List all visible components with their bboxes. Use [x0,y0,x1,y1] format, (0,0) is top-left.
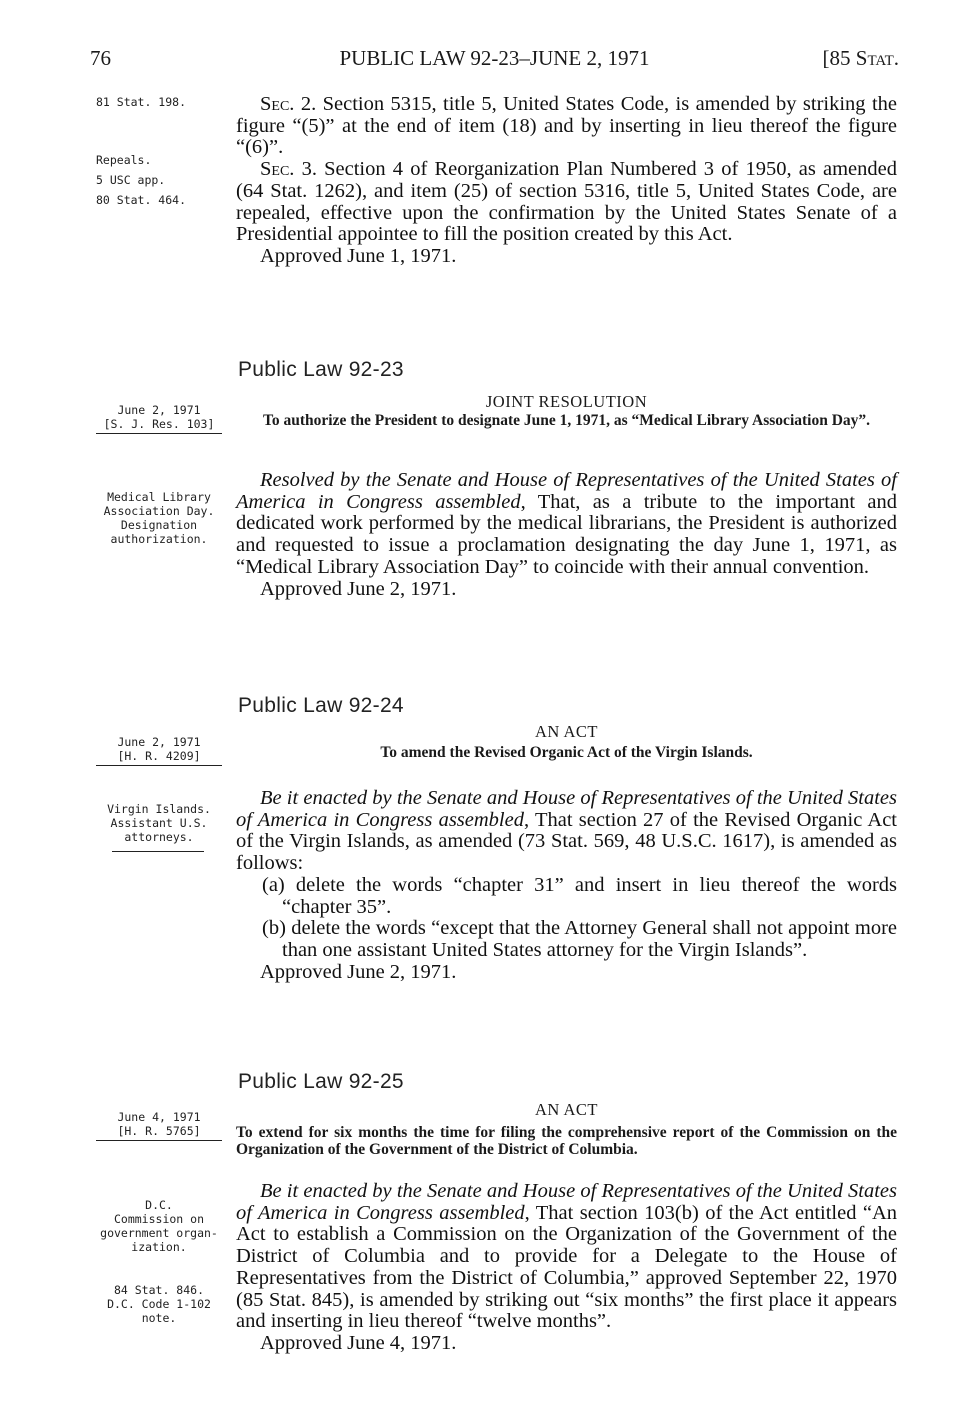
margin-pl25-refs: 84 Stat. 846. D.C. Code 1-102 note. [107,1283,211,1325]
volume-reference: [85 Stat. [822,46,899,70]
margin-repeals: Repeals. 5 USC app. 80 Stat. 464. [96,153,187,207]
pl25-body [236,1181,897,1355]
margin-stat-ref: 81 Stat. 198. [96,95,187,109]
page-header [90,46,899,74]
pl23-heading: Public Law 92-23 [238,358,404,381]
pl24-description: To amend the Revised Organic Act of the Virgin Islands. [380,744,753,761]
pl25-enacting-clause: Be it enacted by the Senate and House of Representatives of the United States of America in Congress assembled, That section 103(b) of the Act entitled “An Act to establish a Commission on the Organization of the Government of the District of Columbia and to provide for a Delegate to the House of Representatives from the District of Columbia,” approved September 22, 1970 (85 Stat. 845), is amended by striking out “six months” the first place it appears and inserting in lieu thereof “twelve months”. [236,1180,897,1333]
section-3: Sec. 3. Section 4 of Reorganization Plan Numbered 3 of 1950, as amended (64 Stat. 1262), and item (25) of section 5316, title 5, United States Code, are repealed, effective upon the confirmation by the United States Senate of a Presidential appointee to fill the position created by this Act. [236,158,897,246]
pl24-type: AN ACT [534,722,599,741]
pl24-approval: Approved June 2, 1971. [260,960,457,983]
margin-pl23-topic: Medical Library Association Day. Designation authorization. [103,490,215,546]
pl24-item-b: (b) delete the words “except that the Attorney General shall not appoint more than one assistant United States attorney for the Virgin Islands”. [262,917,897,961]
pl25-type: AN ACT [534,1100,599,1119]
section-2: Sec. 2. Section 5315, title 5, United States Code, is amended by striking the figure “(5)” at the end of item (18) and by inserting in lieu thereof the figure “(6)”. [236,93,897,159]
running-title: PUBLIC LAW 92-23–JUNE 2, 1971 [339,46,650,70]
pl25-approval: Approved June 4, 1971. [260,1331,457,1354]
margin-rule [112,850,204,852]
margin-pl23-date: June 2, 1971 [117,403,201,417]
pl25-description: To extend for six months the time for filing the comprehensive report of the Commission on the Organization of the Government of the District of Columbia. [236,1124,897,1158]
margin-pl24-date: June 2, 1971 [117,735,201,749]
margin-pl25-bill: [H. R. 5765] [96,1124,222,1141]
pl24-enacting-clause: Be it enacted by the Senate and House of Representatives of the United States of America in Congress assembled, That section 27 of the Revised Organic Act of the Virgin Islands, as amended (73 Stat. 569, 48 U.S.C. 1617), is amended as follows: [236,787,897,875]
margin-pl23-bill: [S. J. Res. 103] [96,417,222,434]
pl24-item-a: (a) delete the words “chapter 31” and insert in lieu thereof the words “chapter 35”. [262,873,897,918]
pl23-type: JOINT RESOLUTION [485,392,648,411]
margin-pl24-bill: [H. R. 4209] [96,749,222,766]
pl23-resolving-clause: Resolved by the Senate and House of Representatives of the United States of America in Congress assembled, That, as a tribute to the important and dedicated work performed by the medical librarians, the President is authorized and requested to issue a proclamation designating the day June 1, 1971, as “Medical Library Association Day” to coincide with their annual convention. [236,469,897,578]
margin-pl25-date: June 4, 1971 [117,1110,201,1124]
margin-pl24-topic: Virgin Islands. Assistant U.S. attorneys. [107,802,211,844]
approval-line: Approved June 1, 1971. [260,244,457,267]
pl23-description: To authorize the President to designate June 1, 1971, as “Medical Library Association Day”. [262,412,871,429]
pl23-approval: Approved June 2, 1971. [260,577,457,600]
pl24-body [236,788,897,983]
continued-sections [236,94,897,268]
pl23-body [236,470,897,600]
margin-pl25-topic: D.C. Commission on government organ- ization. [100,1198,218,1254]
pl24-heading: Public Law 92-24 [238,694,404,717]
pl25-heading: Public Law 92-25 [238,1070,404,1093]
page-number: 76 [90,46,111,70]
